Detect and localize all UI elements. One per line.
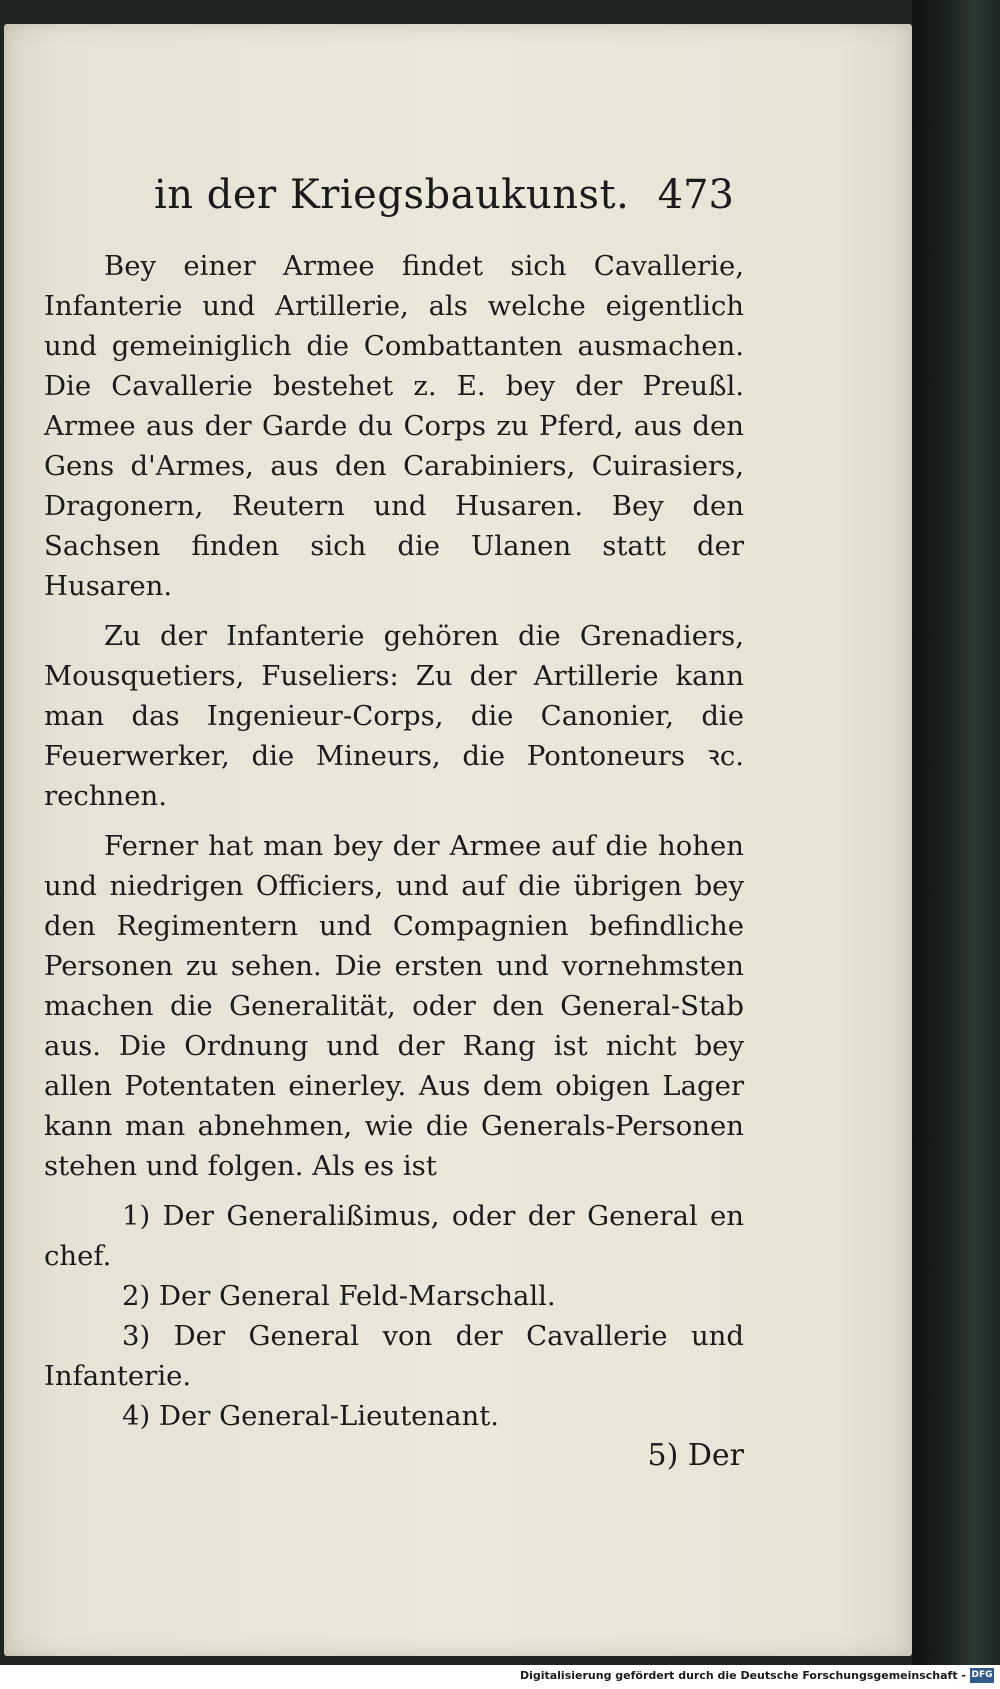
funding-credit: Digitalisierung gefördert durch die Deutsche Forschungsgemeinschaft - [519,1669,966,1682]
list-item: 1) Der Generalißimus, oder der General en chef. [44,1200,744,1272]
list-item: 4) Der General-Lieutenant. [122,1400,500,1432]
page-header [154,172,734,228]
list-item: 3) Der General von der Cavallerie und Infanterie. [44,1320,744,1392]
list-item: 2) Der General Feld-Marschall. [122,1280,556,1312]
paragraph: Bey einer Armee findet sich Cavallerie, Infanterie und Artillerie, als welche eigentlich und gemeiniglich die Combattanten ausmachen. Die Cavallerie bestehet z. E. bey der Preußl. Armee aus der Garde du Corps zu Pferd, aus den Gens d'Armes, aus den Carabiniers, Cuirasiers, Dragonern, Reutern und Husaren. Bey den Sachsen finden sich die Ulanen statt der Husaren. [44,250,744,602]
running-head: in der Kriegsbaukunst. [154,172,630,218]
catchword: 5) Der [647,1438,744,1473]
dfg-logo-icon: DFG [970,1668,994,1683]
book-page [4,24,912,1656]
book-spine [912,0,1000,1665]
body-text [44,246,744,1506]
paragraph: Zu der Infanterie gehören die Grenadiers, Mousquetiers, Fuseliers: Zu der Artillerie kann man das Ingenieur-Corps, die Canonier, die Feuerwerker, die Mineurs, die Pontoneurs ꝛc. rechnen. [44,620,744,812]
page-number: 473 [657,172,734,218]
footer-bar [0,1665,1000,1689]
paragraph: Ferner hat man bey der Armee auf die hohen und niedrigen Officiers, und auf die übrigen bey den Regimentern und Compagnien befindliche Personen zu sehen. Die ersten und vornehmsten machen die Generalität, oder den General-Stab aus. Die Ordnung und der Rang ist nicht bey allen Potentaten einerley. Aus dem obigen Lager kann man abnehmen, wie die Generals-Personen stehen und folgen. Als es ist [44,830,744,1182]
